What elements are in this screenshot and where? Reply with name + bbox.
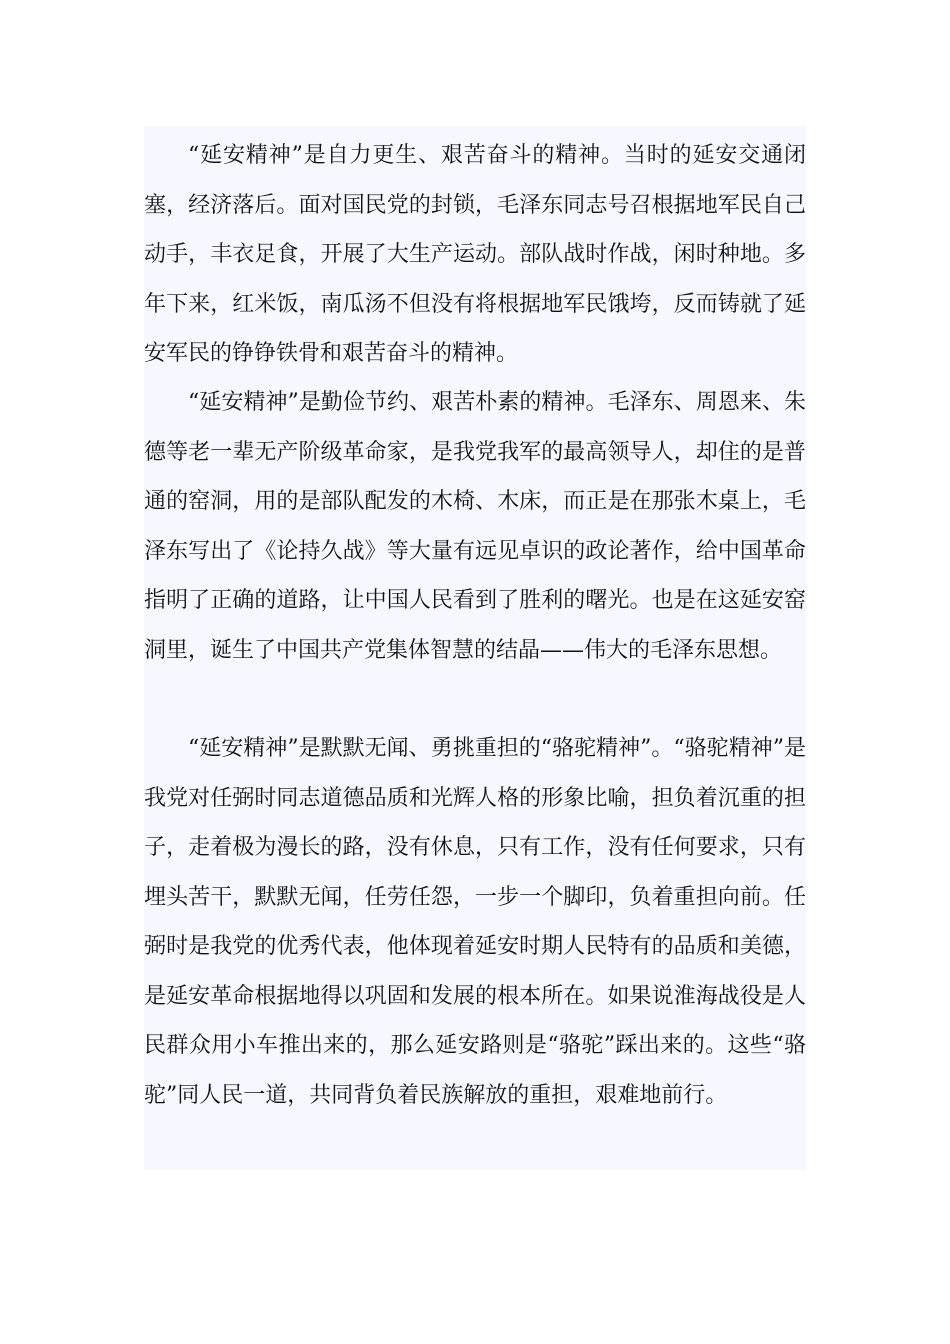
text-block: [144, 126, 806, 1170]
paragraph-frugality: “延安精神”是勤俭节约、艰苦朴素的精神。毛泽东、周恩来、朱德等老一辈无产阶级革命家，是我党我军的最高领导人，却住的是普通的窑洞，用的是部队配发的木椅、木床，而正是在那张木桌上，毛泽东写出了《论持久战》等大量有远见卓识的政论著作，给中国革命指明了正确的道路，让中国人民看到了胜利的曙光。也是在这延安窑洞里，诞生了中国共产党集体智慧的结晶——伟大的毛泽东思想。: [144, 390, 806, 663]
paragraph-self-reliance: “延安精神”是自力更生、艰苦奋斗的精神。当时的延安交通闭塞，经济落后。面对国民党的封锁，毛泽东同志号召根据地军民自己动手，丰衣足食，开展了大生产运动。部队战时作战，闲时种地。多年下来，红米饭，南瓜汤不但没有将根据地军民饿垮，反而铸就了延安军民的铮铮铁骨和艰苦奋斗的精神。: [144, 143, 806, 366]
paragraph-camel-spirit: “延安精神”是默默无闻、勇挑重担的“骆驼精神”。“骆驼精神”是我党对任弼时同志道德品质和光辉人格的形象比喻，担负着沉重的担子，走着极为漫长的路，没有休息，只有工作，没有任何要求，只有埋头苦干，默默无闻，任劳任怨，一步一个脚印，负着重担向前。任弼时是我党的优秀代表，他体现着延安时期人民特有的品质和美德，是延安革命根据地得以巩固和发展的根本所在。如果说淮海战役是人民群众用小车推出来的，那么延安路则是“骆驼”踩出来的。这些“骆驼”同人民一道，共同背负着民族解放的重担，艰难地前行。: [144, 736, 806, 1108]
